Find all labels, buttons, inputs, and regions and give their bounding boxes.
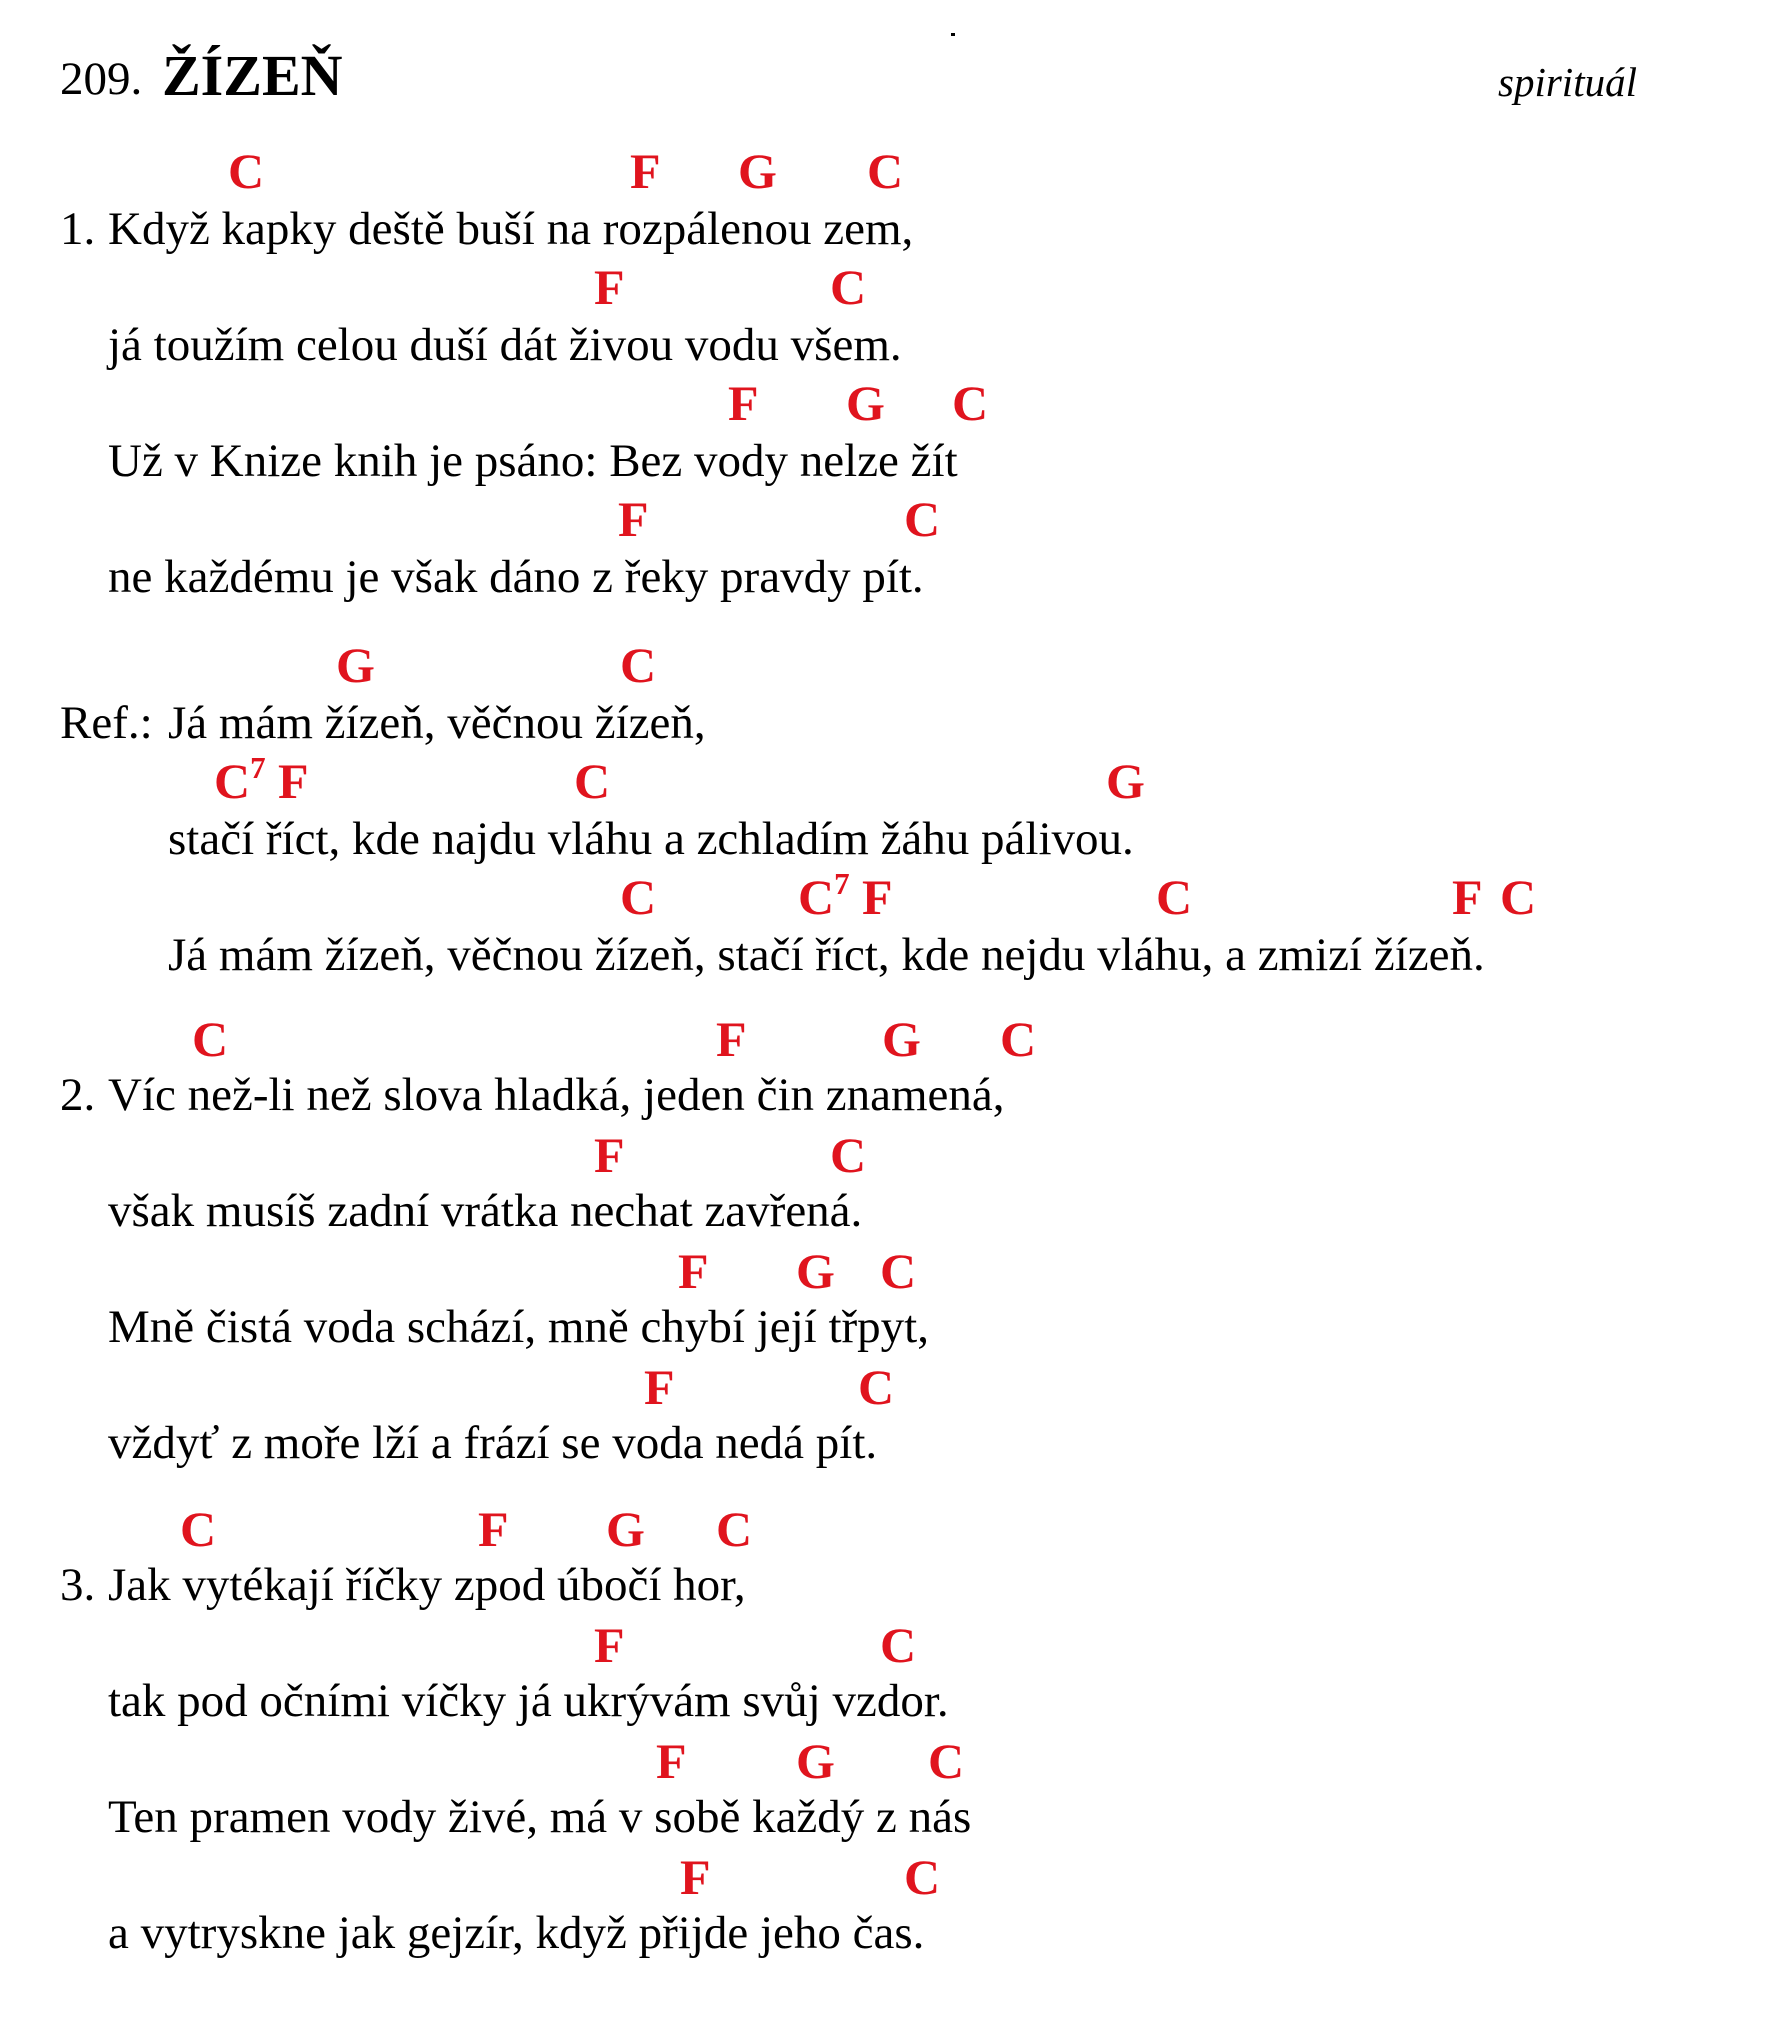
verse-label: 3. (60, 1559, 96, 1611)
chord: F (716, 1011, 747, 1067)
lyric-line: a vytryskne jak gejzír, když přijde jeho čas. (108, 1907, 925, 1959)
lyric-line: Víc než-li než slova hladká, jeden čin znamená, (108, 1069, 1005, 1121)
chord: C (716, 1501, 753, 1557)
chord: F (594, 259, 625, 315)
chord: C (830, 259, 867, 315)
lyric-line: ne každému je však dáno z řeky pravdy pít. (108, 551, 924, 603)
chord: C (867, 143, 904, 199)
verse-label: 2. (60, 1069, 96, 1121)
lyric-line: Když kapky deště buší na rozpálenou zem, (108, 203, 914, 255)
chord: G (606, 1501, 645, 1557)
chord: C (858, 1359, 895, 1415)
chord: C (192, 1011, 229, 1067)
chord: C (952, 375, 989, 431)
lyric-line: Ten pramen vody živé, má v sobě každý z nás (108, 1791, 972, 1843)
chord: C (620, 869, 657, 925)
chord: F (1452, 869, 1483, 925)
chord-seventh: $C^7$ (214, 750, 266, 809)
chord-seventh: $C^7$ (798, 866, 850, 925)
chord: C (1156, 869, 1193, 925)
chord: C (1000, 1011, 1037, 1067)
chord: F (728, 375, 759, 431)
song-subtitle: spirituál (1498, 59, 1637, 105)
chord: G (738, 143, 777, 199)
lyric-line: Já mám žízeň, věčnou žízeň, (168, 697, 706, 749)
lyric-line: Jak vytékají říčky zpod úbočí hor, (108, 1559, 746, 1611)
lyric-line: Mně čistá voda schází, mně chybí její třpyt, (108, 1301, 929, 1353)
song-title: ŽÍZEŇ (162, 43, 343, 108)
chord: C (904, 491, 941, 547)
chord: G (796, 1243, 835, 1299)
chord: C (1500, 869, 1537, 925)
chord: G (336, 637, 375, 693)
refrain-label: Ref.: (60, 697, 153, 749)
chord: C (180, 1501, 217, 1557)
chord: C (904, 1849, 941, 1905)
chord: C (620, 637, 657, 693)
chord: F (680, 1849, 711, 1905)
lyric-line: Já mám žízeň, věčnou žízeň, stačí říct, kde nejdu vláhu, a zmizí žízeň. (168, 929, 1485, 981)
chord: F (278, 753, 309, 809)
song-number: 209. (60, 53, 143, 105)
chord: C (880, 1243, 917, 1299)
chord: G (796, 1733, 835, 1789)
chord: F (644, 1359, 675, 1415)
chord: F (594, 1617, 625, 1673)
chord: C (228, 143, 265, 199)
chord: G (1106, 753, 1145, 809)
chord: F (618, 491, 649, 547)
chord: G (846, 375, 885, 431)
chord: C (880, 1617, 917, 1673)
chord: F (594, 1127, 625, 1183)
chord: F (862, 869, 893, 925)
chord: F (678, 1243, 709, 1299)
lyric-line: vždyť z moře lží a frází se voda nedá pít. (108, 1417, 878, 1469)
chord: F (630, 143, 661, 199)
chord: C (928, 1733, 965, 1789)
stray-mark (951, 33, 955, 36)
lyric-line: Už v Knize knih je psáno: Bez vody nelze žít (108, 435, 958, 487)
lyric-line: tak pod očními víčky já ukrývám svůj vzdor. (108, 1675, 949, 1727)
chord: C (574, 753, 611, 809)
lyric-line: však musíš zadní vrátka nechat zavřená. (108, 1185, 863, 1237)
chord: C (830, 1127, 867, 1183)
chord: G (882, 1011, 921, 1067)
lyric-line: já toužím celou duší dát živou vodu všem. (108, 319, 902, 371)
lyric-line: stačí říct, kde najdu vláhu a zchladím žáhu pálivou. (168, 813, 1134, 865)
verse-label: 1. (60, 203, 96, 255)
chord: F (478, 1501, 509, 1557)
chord: F (656, 1733, 687, 1789)
